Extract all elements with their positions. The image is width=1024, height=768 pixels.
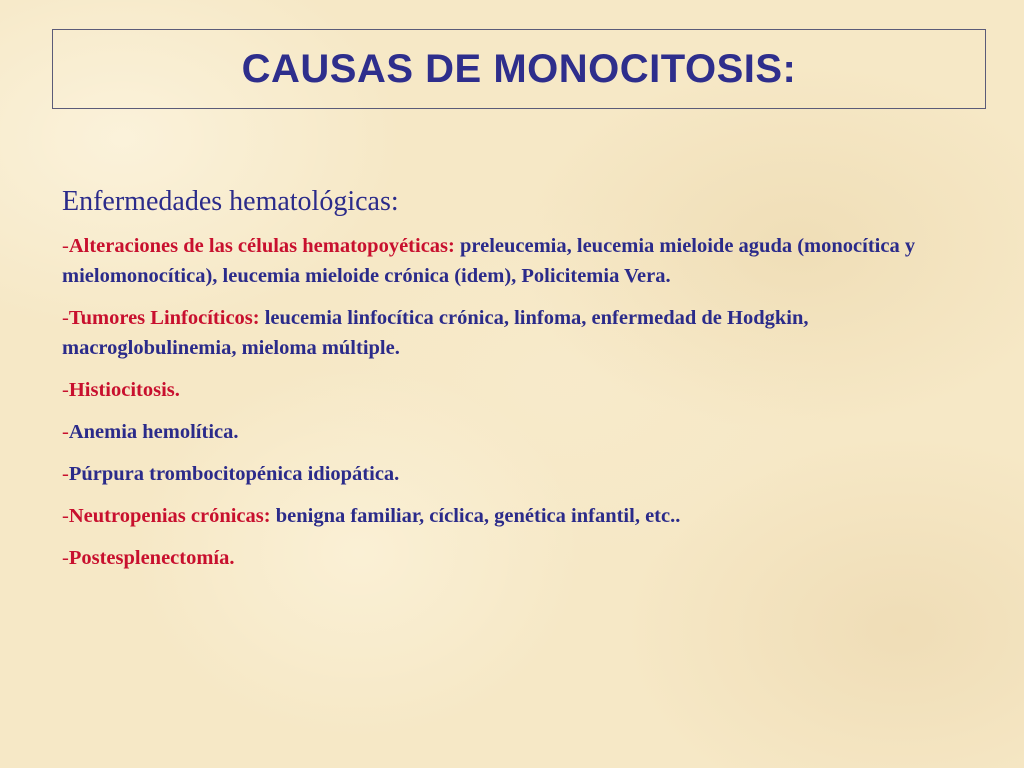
item-description: benigna familiar, cíclica, genética infantil, etc.. [270,505,681,527]
section-heading [62,186,982,218]
slide-content [62,186,982,585]
list-item-postesplenectomia [62,543,982,573]
item-label: Tumores Linfocíticos: [68,307,260,329]
item-dash: - [62,505,69,527]
item-label: Anemia hemolítica. [68,421,239,443]
item-description: preleucemia, leucemia mieloide aguda (monocítica y mielomonocítica), leucemia mieloide crónica (idem), Policitemia Vera. [62,235,916,287]
item-label: Púrpura trombocitopénica idiopática. [68,463,400,485]
section-heading-colon: : [390,186,399,217]
item-dash: - [62,547,69,569]
item-dash: - [62,421,69,443]
item-label: Neutropenias crónicas: [68,505,271,527]
title-box [52,29,986,109]
section-heading-text: Enfermedades hematológicas [62,186,391,217]
list-item-tumores [62,303,982,363]
item-label: Alteraciones de las células hematopoyéticas: [68,235,455,257]
item-dash: - [62,379,69,401]
item-label: Histiocitosis. [68,379,180,401]
list-item-histiocitosis [62,375,982,405]
list-item-alteraciones [62,231,982,291]
slide-title: CAUSAS DE MONOCITOSIS: [241,46,797,91]
list-item-neutropenias [62,501,982,531]
list-item-anemia [62,417,982,447]
list-item-purpura [62,459,982,489]
item-description: leucemia linfocítica crónica, linfoma, enfermedad de Hodgkin, macroglobulinemia, mieloma múltiple. [62,307,809,359]
item-dash: - [62,463,69,485]
item-dash: - [62,235,69,257]
item-dash: - [62,307,69,329]
item-label: Postesplenectomía. [68,547,235,569]
